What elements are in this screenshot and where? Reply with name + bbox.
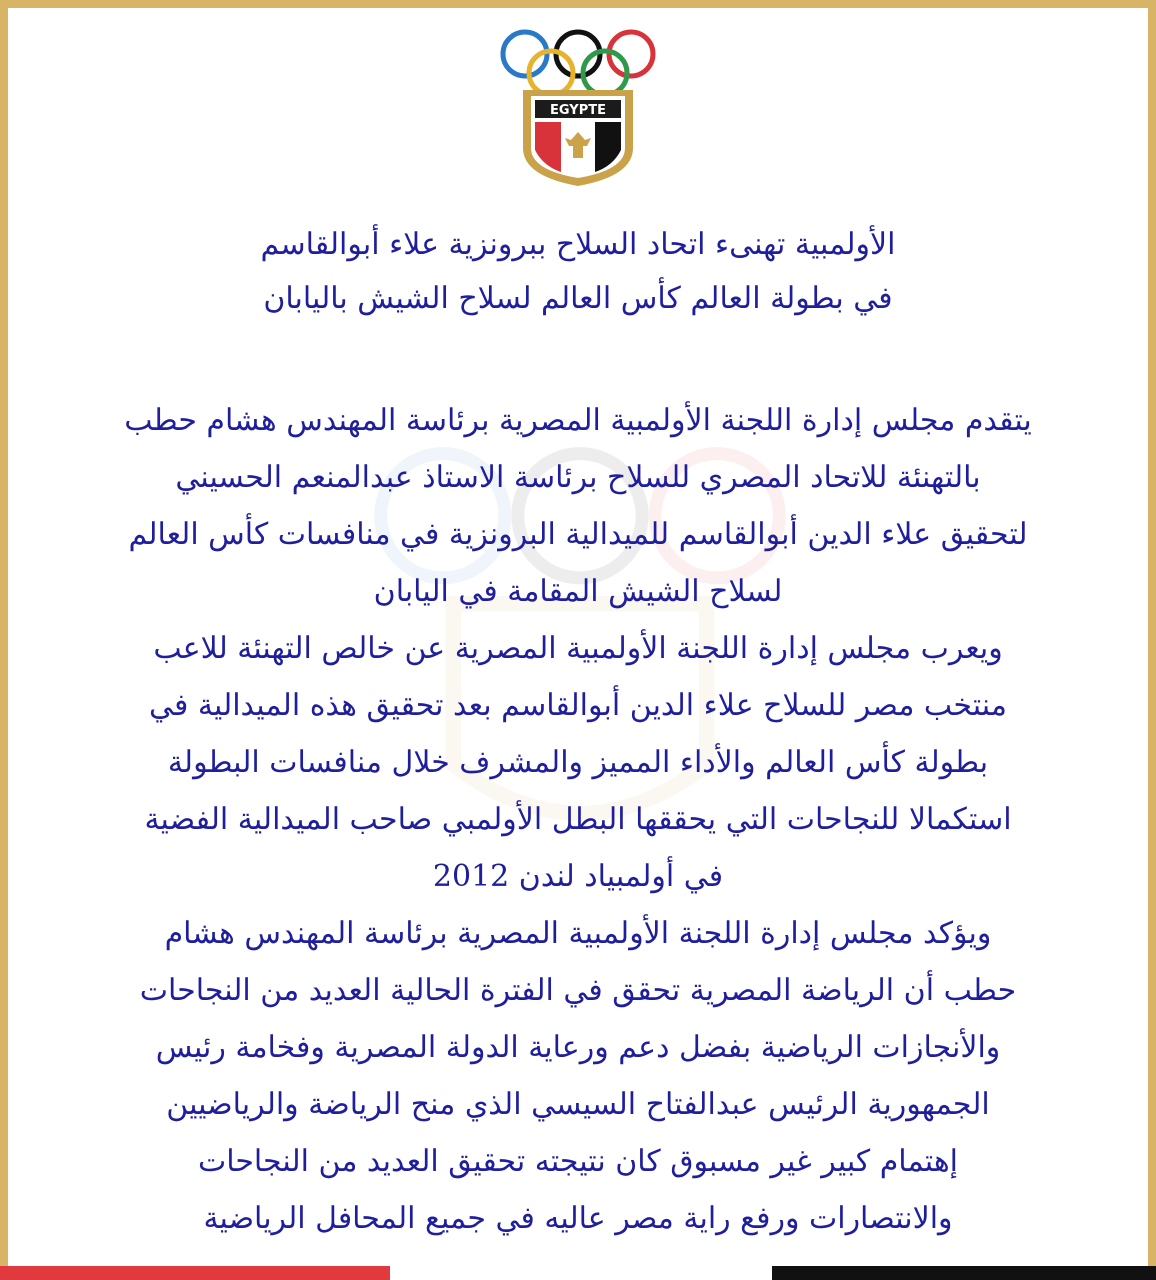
paragraph-congratulation xyxy=(40,392,1116,620)
paragraph-line: منتخب مصر للسلاح علاء الدين أبوالقاسم بعد تحقيق هذه الميدالية في xyxy=(149,688,1007,723)
bottom-black-bar xyxy=(772,1266,1156,1280)
paragraph-line: حطب أن الرياضة المصرية تحقق في الفترة الحالية العديد من النجاحات xyxy=(139,973,1017,1008)
headline-line: الأولمبية تهنىء اتحاد السلاح ببرونزية علاء أبوالقاسم xyxy=(260,227,896,262)
paragraph-line: بالتهنئة للاتحاد المصري للسلاح برئاسة الاستاذ عبدالمنعم الحسيني xyxy=(175,460,981,495)
egypt-olympic-committee-logo xyxy=(493,26,663,190)
paragraph-line: بطولة كأس العالم والأداء المميز والمشرف خلال منافسات البطولة xyxy=(167,745,989,780)
paragraph-line: في أولمبياد لندن 2012 xyxy=(432,859,724,894)
paragraph-line: الجمهورية الرئيس عبدالفتاح السيسي الذي منح الرياضة والرياضيين xyxy=(166,1087,990,1122)
paragraph-line: ويؤكد مجلس إدارة اللجنة الأولمبية المصرية برئاسة المهندس هشام xyxy=(164,916,992,951)
headline xyxy=(40,218,1116,326)
press-release xyxy=(40,218,1116,1247)
paragraph-line: والانتصارات ورفع راية مصر عاليه في جميع المحافل الرياضية xyxy=(203,1201,953,1236)
paragraph-line: إهتمام كبير غير مسبوق كان نتيجته تحقيق العديد من النجاحات xyxy=(197,1144,959,1179)
paragraph-line: ويعرب مجلس إدارة اللجنة الأولمبية المصرية عن خالص التهنئة للاعب xyxy=(153,631,1003,666)
right-gold-border xyxy=(1148,0,1156,1266)
paragraph-line: يتقدم مجلس إدارة اللجنة الأولمبية المصرية برئاسة المهندس هشام حطب xyxy=(124,403,1032,438)
paragraph-line: والأنجازات الرياضية بفضل دعم ورعاية الدولة المصرية وفخامة رئيس xyxy=(155,1030,1001,1065)
left-gold-border xyxy=(0,0,8,1266)
paragraph-line: لسلاح الشيش المقامة في اليابان xyxy=(373,574,783,609)
svg-text:EGYPTE: EGYPTE xyxy=(550,103,606,118)
paragraph-line: لتحقيق علاء الدين أبوالقاسم للميدالية البرونزية في منافسات كأس العالم xyxy=(128,517,1028,552)
headline-line: في بطولة العالم كأس العالم لسلاح الشيش باليابان xyxy=(263,281,893,316)
olympic-rings-icon xyxy=(503,32,653,95)
top-gold-border xyxy=(0,0,1156,8)
bottom-red-bar xyxy=(0,1266,390,1280)
paragraph-athlete xyxy=(40,620,1116,905)
paragraph-support xyxy=(40,905,1116,1247)
paragraph-line: استكمالا للنجاحات التي يحققها البطل الأولمبي صاحب الميدالية الفضية xyxy=(144,802,1012,837)
egypt-flag-shield-icon xyxy=(523,90,633,186)
